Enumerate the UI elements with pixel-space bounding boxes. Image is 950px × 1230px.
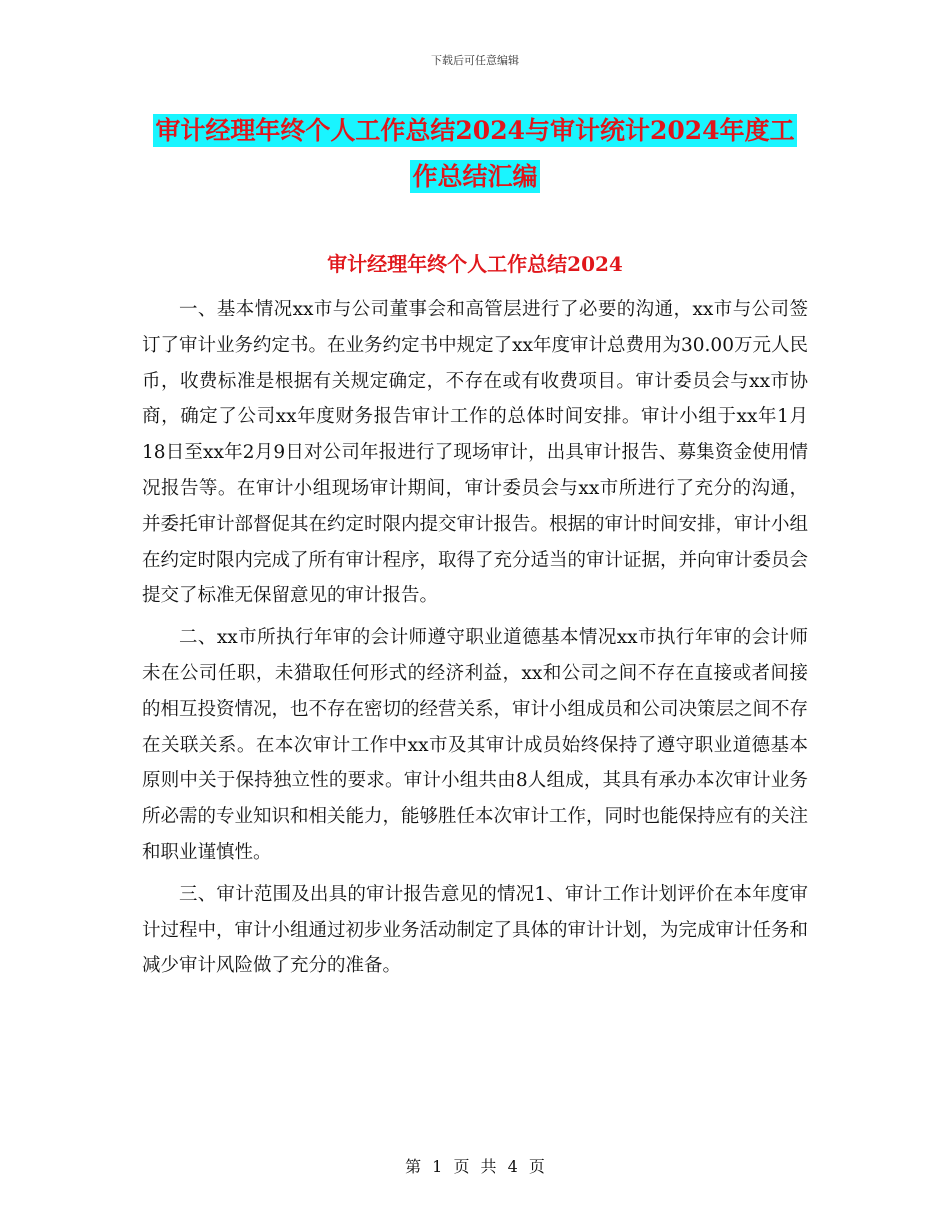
page-header-note: 下载后可任意编辑 <box>431 54 519 67</box>
paragraph-3: 三、审计范围及出具的审计报告意见的情况1、审计工作计划评价在本年度审计过程中，审计小组通过初步业务活动制定了具体的审计计划，为完成审计任务和减少审计风险做了充分的准备。 <box>142 883 809 977</box>
document-title <box>142 108 808 200</box>
page-footer: 第 1 页 共 4 页 <box>405 1157 545 1176</box>
paragraph-1: 一、基本情况xx市与公司董事会和高管层进行了必要的沟通，xx市与公司签订了审计业务约定书。在业务约定书中规定了xx年度审计总费用为30.00万元人民币，收费标准是根据有关规定确定，不存在或有收费项目。审计委员会与xx市协商，确定了公司xx年度财务报告审计工作的总体时间安排。审计小组于xx年1月18日至xx年2月9日对公司年报进行了现场审计，出具审计报告、募集资金使用情况报告等。在审计小组现场审计期间，审计委员会与xx市所进行了充分的沟通，并委托审计部督促其在约定时限内提交审计报告。根据的审计时间安排，审计小组在约定时限内完成了所有审计程序，取得了充分适当的审计证据，并向审计委员会提交了标准无保留意见的审计报告。 <box>142 299 809 607</box>
paragraph-2: 二、xx市所执行年审的会计师遵守职业道德基本情况xx市执行年审的会计师未在公司任职，未猎取任何形式的经济利益，xx和公司之间不存在直接或者间接的相互投资情况，也不存在密切的经营关系，审计小组成员和公司决策层之间不存在关联关系。在本次审计工作中xx市及其审计成员始终保持了遵守职业道德基本原则中关于保持独立性的要求。审计小组共由8人组成，其具有承办本次审计业务所必需的专业知识和相关能力，能够胜任本次审计工作，同时也能保持应有的关注和职业谨慎性。 <box>142 627 809 863</box>
section-title: 审计经理年终个人工作总结2024 <box>327 252 623 276</box>
body-text <box>142 292 808 990</box>
document-title-highlight: 审计经理年终个人工作总结2024与审计统计2024年度工作总结汇编 <box>155 116 795 191</box>
